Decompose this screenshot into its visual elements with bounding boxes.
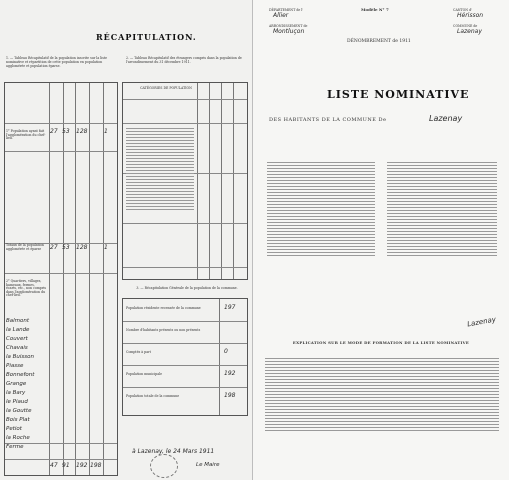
canton: Hérisson [457,12,484,19]
section2-label: 2° Quartiers, villages, hameaux, fermes, écarts, etc., non compris dans l'agglomération du chef-lieu. [6,279,47,298]
place-name: Bonnefont [6,372,35,378]
grand-total-1: 47 [50,462,58,469]
arrondissement-label: ARRONDISSEMENT de [269,24,308,28]
modele: Modèle N° 7 [361,7,389,12]
table2-title: CATÉGORIES DE POPULATION [140,86,192,90]
mayor-seal-icon [150,454,178,478]
place-name: la Lande [6,327,30,333]
recap3-row: Nombre d'habitants présents ou non présents [126,328,201,332]
row1-value-1: 27 [50,128,58,135]
grand-total-4: 198 [90,462,102,469]
recap3-value: 198 [224,392,236,399]
recap-title: RÉCAPITULATION. [96,32,197,42]
page-title: LISTE NOMINATIVE [327,88,470,101]
place-name: la Bary [6,390,26,396]
grand-total-3: 192 [76,462,88,469]
recap3-value: 197 [224,304,236,311]
place-name: la Goutte [6,408,32,414]
instructions-right [387,160,497,257]
place-name: Bois Plat [6,417,30,423]
departement: Allier [273,12,289,19]
place-name: la Buisson [6,354,35,360]
recap3-row: Comptés à part [126,350,151,354]
recap3-row: Population résidente recensée de la commune [126,306,201,310]
departement-label: DÉPARTEMENT de l' [269,8,304,12]
subtitle: DES HABITANTS DE LA COMMUNE De [269,117,387,123]
commune-label: COMMUNE de [453,24,478,28]
place-name: la Roche [6,435,30,441]
place-name: le Piaud [6,399,28,405]
census-label: DÉNOMBREMENT de 1911 [347,39,411,44]
place-name: Couvert [6,336,28,342]
subtotal-value-1: 27 [50,244,58,251]
subtotal-value-2: 53 [62,244,70,251]
col1-heading: 1. — Tableau Récapitulatif de la population inscrite sur la liste nominative et répartition de cette population en population agglomérée et population éparse. [6,56,108,68]
recap3-value: 0 [224,348,228,355]
arrondissement: Montluçon [273,28,305,35]
col2-heading: 2. — Tableau Récapitulatif des étrangers compris dans la population de l'arrondissement du 31 décembre 1911. [126,56,242,64]
row1-value-4: 1 [104,128,108,135]
recap3-title: 3. — Récapitulation Générale de la population de la commune. [136,286,238,290]
subtotal-value-4: 1 [104,244,108,251]
instructions-left [267,160,375,257]
recap3-value: 192 [224,370,236,377]
signature-label: Le Maire [196,462,220,468]
place-name: Petiot [6,426,22,432]
signature-place: à Lazenay, le 24 Mars 1911 [132,448,215,455]
place-name: Ferme [6,444,24,450]
recap3-row: Population municipale [126,372,163,376]
row1-value-2: 53 [62,128,70,135]
margin-note: Lazenay [466,315,497,329]
explanation-text [265,356,499,432]
place-name: Grange [6,381,27,387]
row1-value-3: 128 [76,128,88,135]
commune: Lazenay [457,28,482,35]
liste-nominative-page [253,0,509,480]
place-name: Piasse [6,363,24,369]
recapitulation-page [0,0,253,480]
section1-label: 1° Population ayant fait l'agglomération du chef-lieu. [6,129,46,141]
place-name: Chavais [6,345,28,351]
place-name: Balmont [6,318,30,324]
explanation-title: EXPLICATION SUR LE MODE DE FORMATION DE LA LISTE NOMINATIVE [292,340,470,345]
canton-label: CANTON d' [453,8,472,12]
grand-total-2: 91 [62,462,70,469]
subtotal-value-3: 128 [76,244,88,251]
totals-label: Totaux de la population agglomérée et éparse [6,243,44,251]
subtitle-commune: Lazenay [429,114,463,123]
recap3-row: Population totale de la commune [126,394,180,398]
